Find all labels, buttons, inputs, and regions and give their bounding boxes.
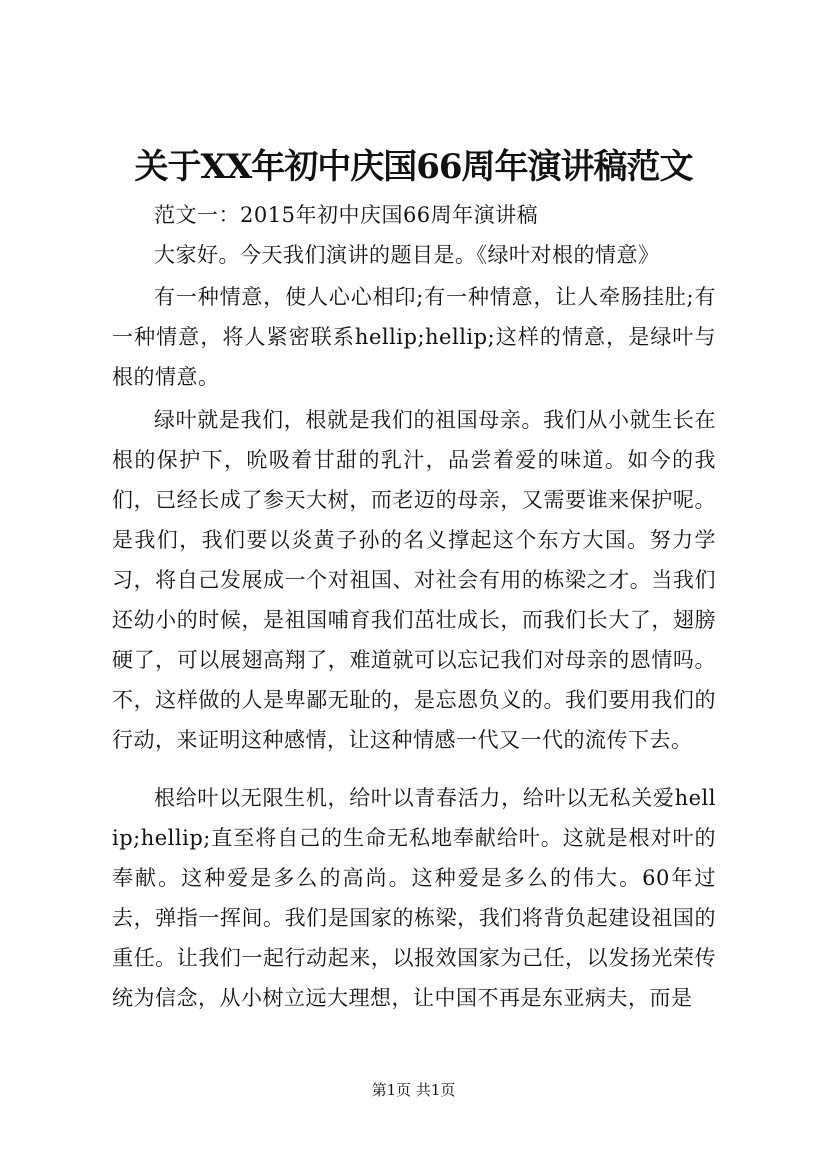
body-paragraph-1: 有一种情意，使人心心相印;有一种情意，让人牵肠挂肚;有一种情意，将人紧密联系hellip;hellip;这样的情意，是绿叶与根的情意。 <box>112 285 716 389</box>
body-paragraph-2: 绿叶就是我们，根就是我们的祖国母亲。我们从小就生长在根的保护下，吮吸着甘甜的乳汁，品尝着爱的味道。如今的我们，已经长成了参天大树，而老迈的母亲，又需要谁来保护呢。是我们，我们要以炎黄子孙的名义撑起这个东方大国。努力学习，将自己发展成一个对祖国、对社会有用的栋梁之才。当我们还幼小的时候，是祖国哺育我们茁壮成长，而我们长大了，翅膀硬了，可以展翅高翔了，难道就可以忘记我们对母亲的恩情吗。不，这样做的人是卑鄙无耻的，是忘恩负义的。我们要用我们的行动，来证明这种感情，让这种情感一代又一代的流传下去。 <box>112 408 716 752</box>
subtitle: 范文一：2015年初中庆国66周年演讲稿 <box>154 203 539 227</box>
page-title: 关于XX年初中庆国66周年演讲稿范文 <box>134 147 693 187</box>
body-paragraph-3: 根给叶以无限生机，给叶以青春活力，给叶以无私关爱hellip;hellip;直至将自己的生命无私地奉献给叶。这就是根对叶的奉献。这种爱是多么的高尚。这种爱是多么的伟大。60年过去，弹指一挥间。我们是国家的栋梁，我们将背负起建设祖国的重任。让我们一起行动起来，以报效国家为己任，以发扬光荣传统为信念，从小树立远大理想，让中国不再是东亚病夫，而是 <box>112 786 716 1010</box>
greeting-paragraph: 大家好。今天我们演讲的题目是。《绿叶对根的情意》 <box>154 243 660 267</box>
page-footer: 第1页 共1页 <box>371 1081 456 1099</box>
